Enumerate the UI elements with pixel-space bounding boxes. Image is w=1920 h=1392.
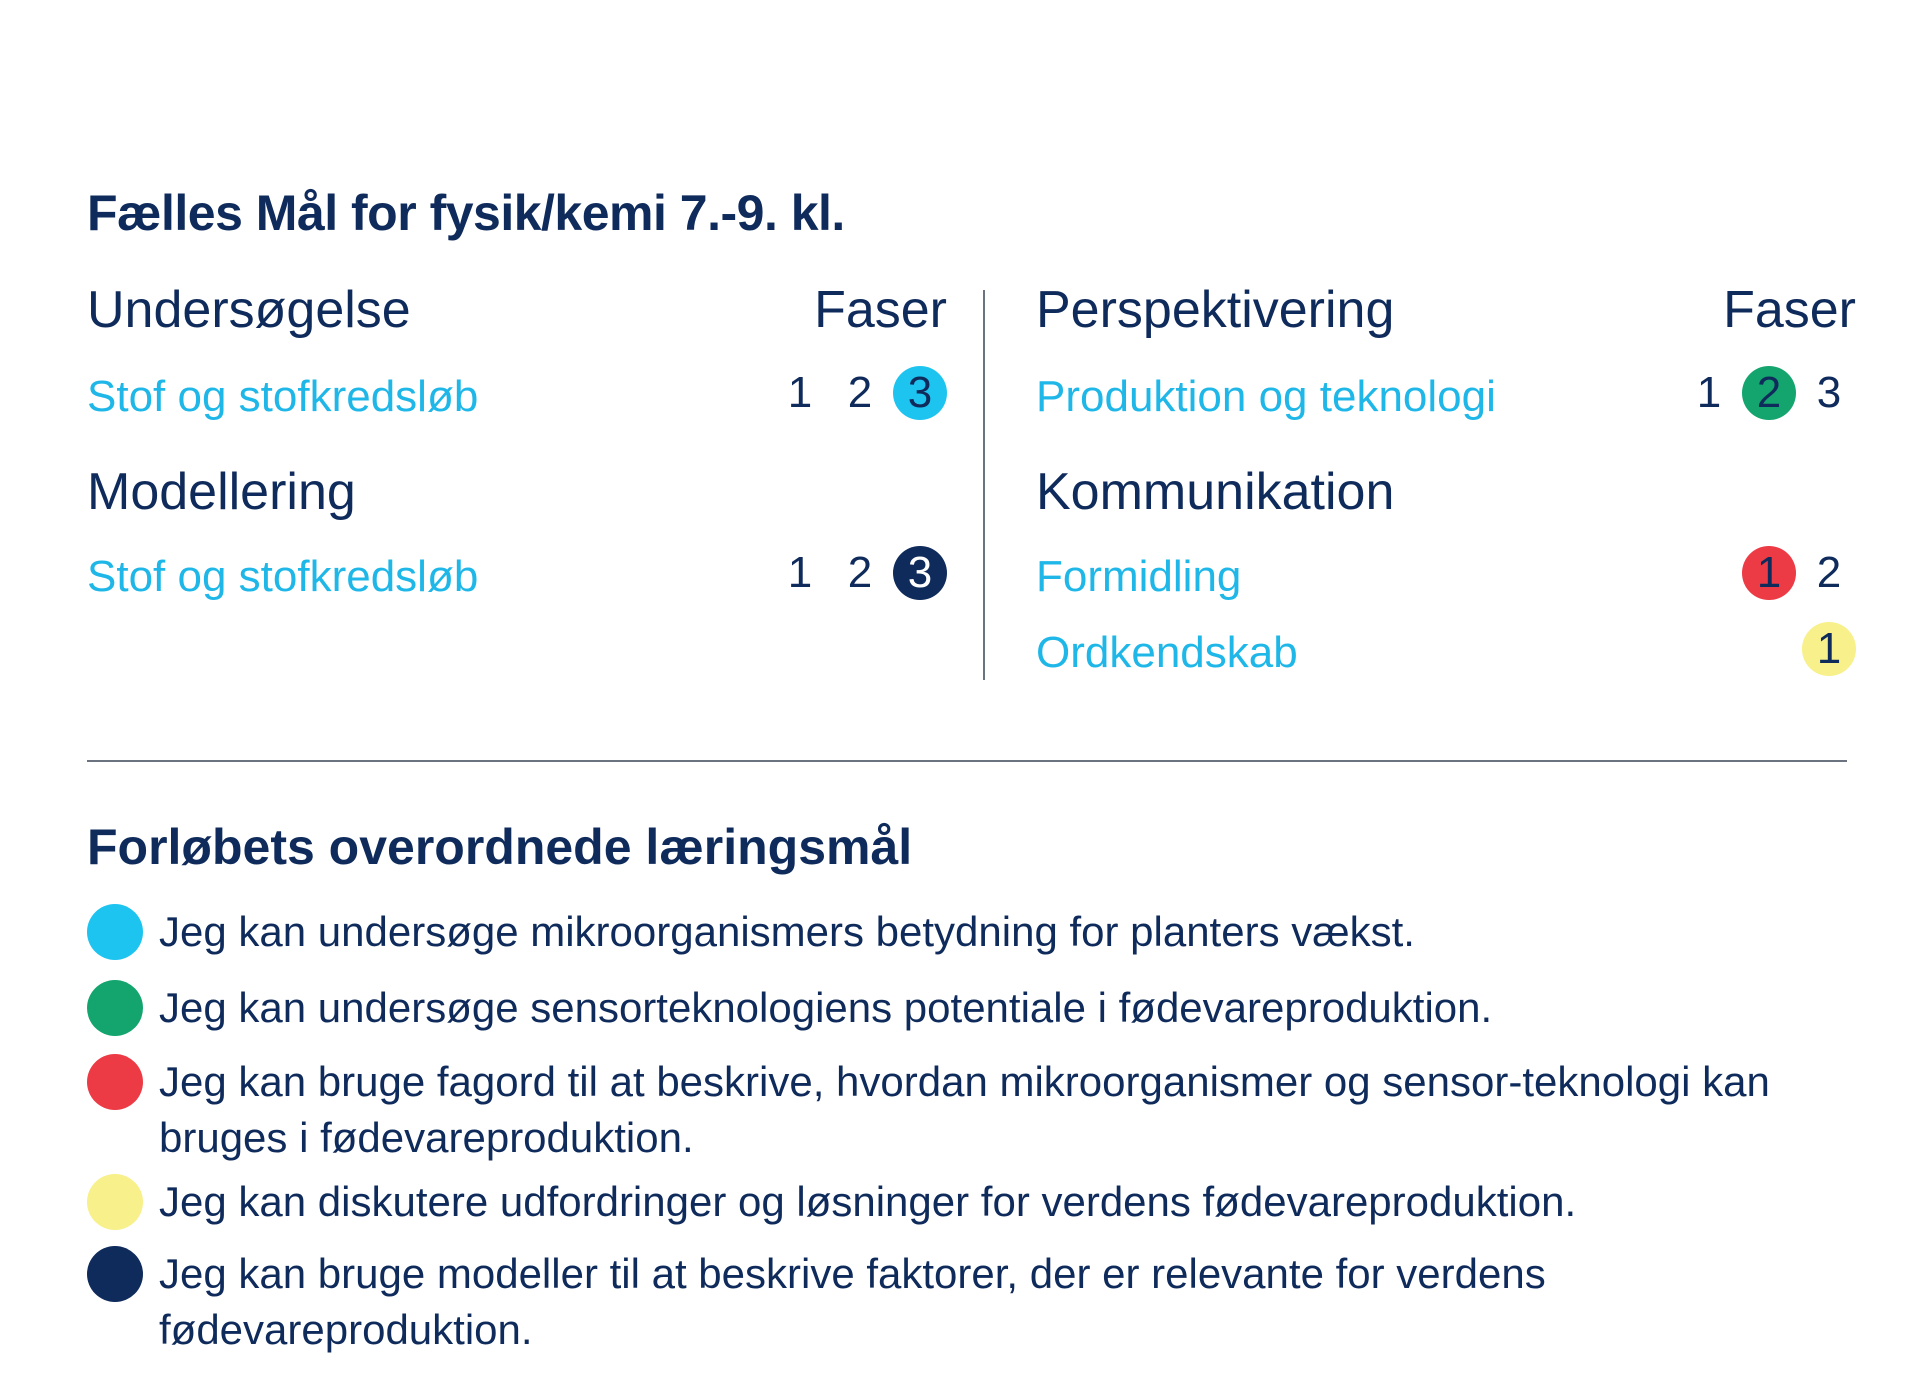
phase-list (1742, 546, 1856, 600)
goal-dot-icon (87, 1054, 143, 1110)
phase-list (773, 366, 947, 420)
goal-text: Jeg kan bruge modeller til at beskrive faktorer, der er relevante for verdens fødevareproduktion. (159, 1250, 1546, 1353)
section-heading: Undersøgelse (87, 281, 411, 339)
goal-text: Jeg kan undersøge sensorteknologiens potentiale i fødevareproduktion. (159, 984, 1493, 1031)
competence-label: Stof og stofkredsløb (87, 552, 479, 601)
goal-text: Jeg kan diskutere udfordringer og løsninger for verdens fødevareproduktion. (159, 1178, 1577, 1225)
goal-dot-icon (87, 1174, 143, 1230)
goal-dot-icon (87, 1246, 143, 1302)
goal-item (87, 1174, 1867, 1234)
section-modellering (87, 462, 947, 526)
goal-item (87, 1246, 1867, 1362)
goal-text: Jeg kan bruge fagord til at beskrive, hvordan mikroorganismer og sensor-teknologi kan bruges i fødevareproduktion. (159, 1058, 1770, 1161)
competence-item (1036, 368, 1856, 428)
section-divider (87, 760, 1847, 762)
goal-dot-icon (87, 904, 143, 960)
phase-number-active: 1 (1802, 622, 1856, 676)
section-heading: Modellering (87, 463, 356, 521)
section-heading: Perspektivering (1036, 281, 1395, 339)
phase-number: 2 (1816, 548, 1842, 597)
page-title: Fælles Mål for fysik/kemi 7.-9. kl. (87, 185, 845, 241)
competence-item (1036, 548, 1856, 608)
goal-item (87, 904, 1867, 964)
competence-label: Formidling (1036, 552, 1242, 601)
phase-number: 2 (847, 548, 873, 597)
phase-number: 1 (787, 548, 813, 597)
competence-item (87, 368, 947, 428)
phase-list (773, 546, 947, 600)
competence-label: Produktion og teknologi (1036, 372, 1496, 421)
goal-dot-icon (87, 980, 143, 1036)
phase-number-active: 1 (1742, 546, 1796, 600)
section-perspektivering (1036, 280, 1856, 344)
column-divider (983, 290, 985, 680)
phase-number-active: 3 (893, 546, 947, 600)
goal-text: Jeg kan undersøge mikroorganismers betydning for planters vækst. (159, 908, 1415, 955)
phase-list (1802, 622, 1856, 676)
goal-item (87, 1054, 1867, 1170)
goal-item (87, 980, 1867, 1040)
phase-number: 2 (847, 368, 873, 417)
competence-label: Ordkendskab (1036, 628, 1298, 677)
competence-label: Stof og stofkredsløb (87, 372, 479, 421)
faser-label: Faser (814, 281, 947, 339)
competence-item (1036, 624, 1856, 684)
section-undersoegelse (87, 280, 947, 344)
section-kommunikation (1036, 462, 1856, 526)
phase-number: 3 (1816, 368, 1842, 417)
competence-item (87, 548, 947, 608)
phase-number: 1 (787, 368, 813, 417)
phase-number-active: 3 (893, 366, 947, 420)
faser-label: Faser (1723, 281, 1856, 339)
phase-number: 1 (1696, 368, 1722, 417)
goals-title: Forløbets overordnede læringsmål (87, 819, 913, 875)
phase-number-active: 2 (1742, 366, 1796, 420)
section-heading: Kommunikation (1036, 463, 1395, 521)
phase-list (1682, 366, 1856, 420)
